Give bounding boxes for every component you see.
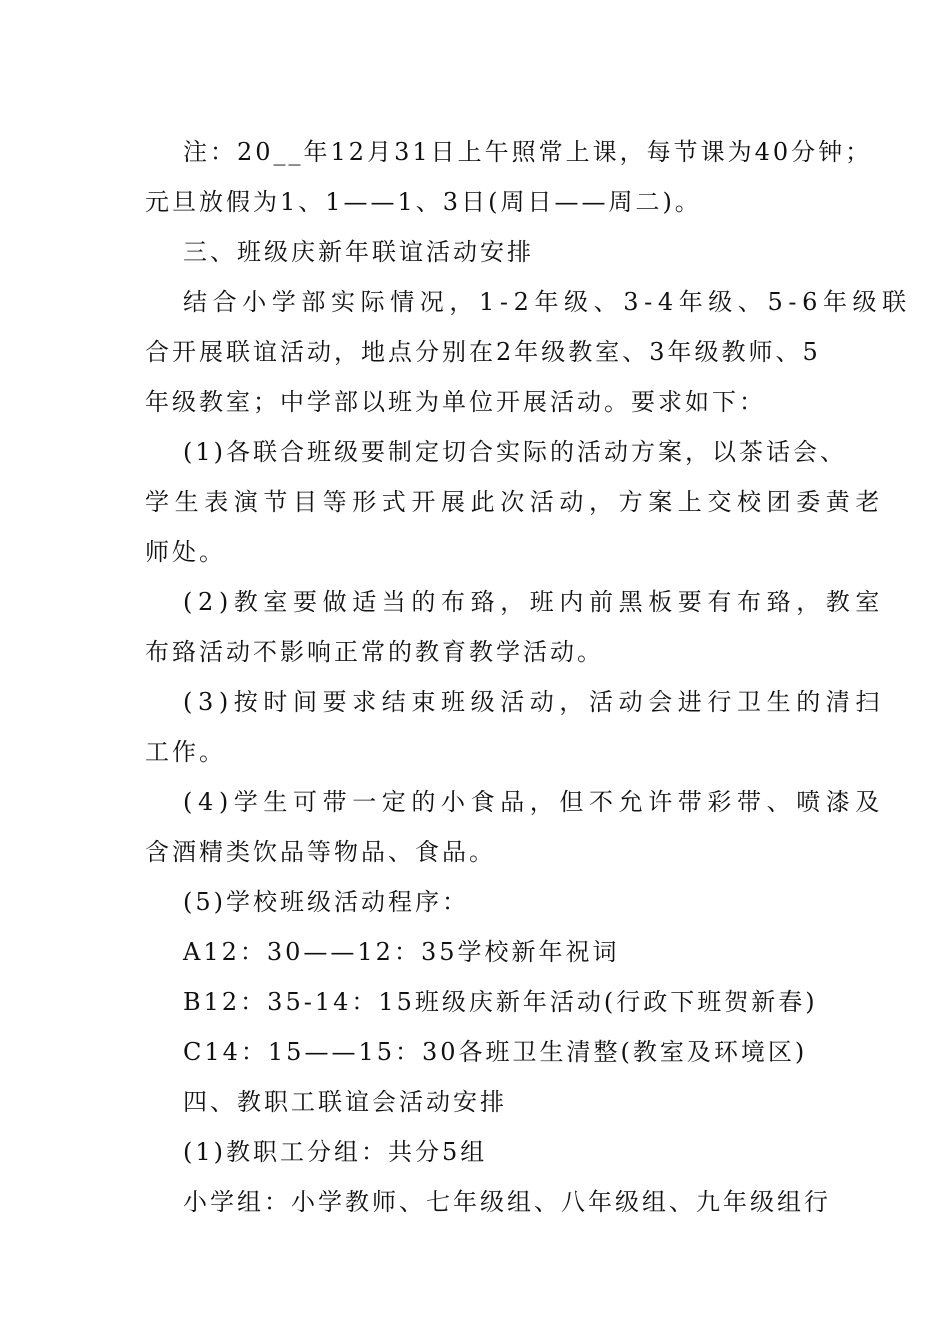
text-line: (1)各联合班级要制定切合实际的活动方案，以茶话会、 — [183, 438, 847, 466]
text-line: 布臵活动不影响正常的教育教学活动。 — [145, 638, 604, 666]
text-line: (2)教室要做适当的布臵，班内前黑板要有布臵，教室 — [183, 588, 885, 616]
text-line: 工作。 — [145, 738, 226, 766]
text-line: (5)学校班级活动程序： — [183, 888, 469, 916]
text-line: 合开展联谊活动，地点分别在2年级教室、3年级教师、5 — [145, 338, 821, 366]
text-line: 师处。 — [145, 538, 226, 566]
schedule-item: B12：35-14：15班级庆新年活动(行政下班贺新春) — [183, 988, 818, 1016]
text-line: 含酒精类饮品等物品、食品。 — [145, 838, 496, 866]
text-line: 注：20__年12月31日上午照常上课，每节课为40分钟； — [183, 138, 873, 166]
text-line: (1)教职工分组：共分5组 — [183, 1138, 488, 1166]
schedule-item: C14：15——15：30各班卫生清整(教室及环境区) — [183, 1038, 808, 1066]
text-line: (3)按时间要求结束班级活动，活动会进行卫生的清扫 — [183, 688, 885, 716]
text-line: 学生表演节目等形式开展此次活动，方案上交校团委黄老 — [145, 488, 885, 516]
text-line: 结合小学部实际情况，1-2年级、3-4年级、5-6年级联 — [183, 288, 912, 316]
text-line: (4)学生可带一定的小食品，但不允许带彩带、喷漆及 — [183, 788, 885, 816]
section-heading: 四、教职工联谊会活动安排 — [183, 1088, 507, 1116]
schedule-item: A12：30——12：35学校新年祝词 — [183, 938, 620, 966]
text-line: 小学组：小学教师、七年级组、八年级组、九年级组行 — [183, 1188, 831, 1216]
section-heading: 三、班级庆新年联谊活动安排 — [183, 238, 534, 266]
text-line: 元旦放假为1、1——1、3日(周日——周二)。 — [145, 188, 702, 216]
text-line: 年级教室；中学部以班为单位开展活动。要求如下： — [145, 388, 766, 416]
